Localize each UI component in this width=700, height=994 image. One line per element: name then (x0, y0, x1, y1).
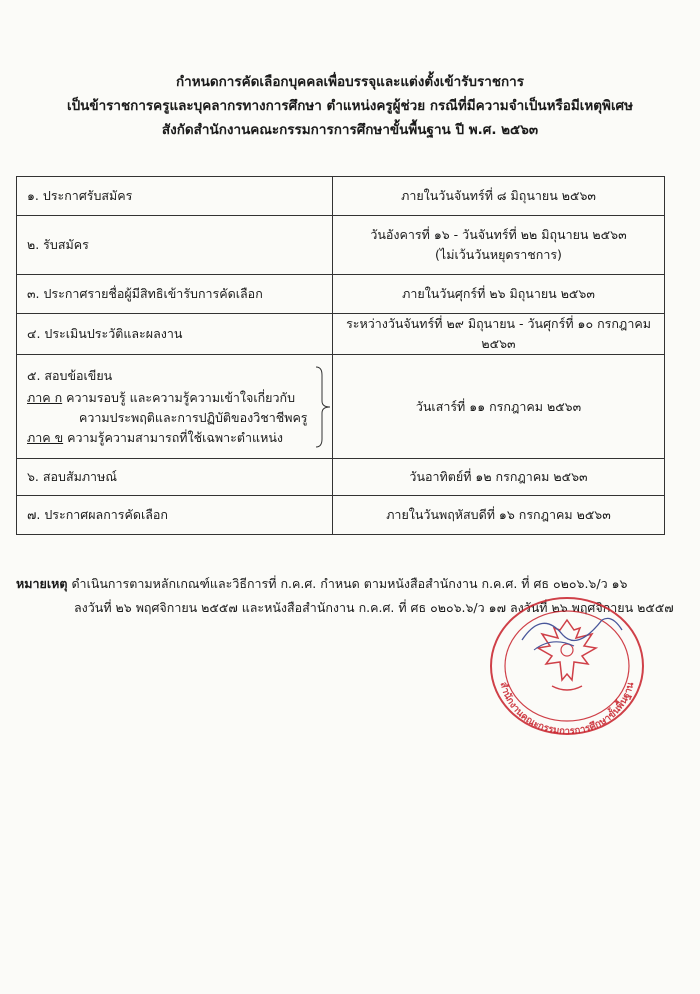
schedule-table (16, 176, 665, 535)
date-cell: ภายในวันศุกร์ที่ ๒๖ มิถุนายน ๒๕๖๓ (333, 275, 665, 314)
svg-text:สำนักงานคณะกรรมการการศึกษาขั้น (498, 681, 637, 737)
table-row (17, 177, 665, 216)
remark-label: หมายเหตุ (16, 576, 68, 591)
table-row (17, 355, 665, 459)
seal-text: สำนักงานคณะกรรมการการศึกษาขั้นพื้นฐาน (497, 680, 637, 738)
step-cell (17, 355, 333, 459)
date-cell: วันเสาร์ที่ ๑๑ กรกฎาคม ๒๕๖๓ (333, 355, 665, 459)
document-title (20, 70, 680, 142)
part-a-label: ภาค ก (27, 389, 63, 405)
step-cell: ๓. ประกาศรายชื่อผู้มีสิทธิเข้ารับการคัดเลือก (17, 275, 333, 314)
title-line-2: เป็นข้าราชการครูและบุคลากรทางการศึกษา ตำแหน่งครูผู้ช่วย กรณีที่มีความจำเป็นหรือมีเหตุพิเศษ (66, 98, 634, 114)
step-cell: ๖. สอบสัมภาษณ์ (17, 459, 333, 496)
official-seal-icon (482, 590, 652, 738)
date-text: วันอังคารที่ ๑๖ - วันจันทร์ที่ ๒๒ มิถุนายน ๒๕๖๓ (370, 227, 627, 242)
table-row (17, 275, 665, 314)
part-a-line (27, 388, 322, 408)
step-cell: ๑. ประกาศรับสมัคร (17, 177, 333, 216)
step-cell: ๒. รับสมัคร (17, 216, 333, 275)
part-b-text: ความรู้ความสามารถที่ใช้เฉพาะตำแหน่ง (67, 429, 283, 445)
part-b-label: ภาค ข (27, 429, 64, 445)
step-cell: ๔. ประเมินประวัติและผลงาน (17, 314, 333, 355)
part-a-line-2: ความประพฤติและการปฏิบัติของวิชาชีพครู (79, 409, 308, 425)
part-a-text: ความรอบรู้ และความรู้ความเข้าใจเกี่ยวกับ (66, 389, 296, 405)
table-row (17, 496, 665, 535)
remark-line-2: ลงวันที่ ๒๖ พฤศจิกายน ๒๕๕๗ และหนังสือสำนักงาน ก.ค.ศ. ที่ ศธ ๐๒๐๖.๖/ว ๑๗ ลงวันที่ ๒๖ พฤศจิกายน ๒๕๕๗ (74, 600, 674, 615)
remark-text-1: ดำเนินการตามหลักเกณฑ์และวิธีการที่ ก.ค.ศ. กำหนด ตามหนังสือสำนักงาน ก.ค.ศ. ที่ ศธ ๐๒๐๖.๖/ว ๑๖ (71, 576, 628, 591)
brace-icon (314, 365, 334, 449)
part-b-line (27, 428, 322, 448)
date-cell: ภายในวันพฤหัสบดีที่ ๑๖ กรกฎาคม ๒๕๖๓ (333, 496, 665, 535)
date-cell: ภายในวันจันทร์ที่ ๘ มิถุนายน ๒๕๖๓ (333, 177, 665, 216)
date-cell: วันอาทิตย์ที่ ๑๒ กรกฎาคม ๒๕๖๓ (333, 459, 665, 496)
table-row (17, 314, 665, 355)
table-row (17, 459, 665, 496)
date-note: (ไม่เว้นวันหยุดราชการ) (435, 247, 562, 262)
date-cell (333, 216, 665, 275)
title-line-3: สังกัดสำนักงานคณะกรรมการการศึกษาขั้นพื้นฐาน ปี พ.ศ. ๒๕๖๓ (161, 122, 539, 138)
date-cell: ระหว่างวันจันทร์ที่ ๒๙ มิถุนายน - วันศุกร์ที่ ๑๐ กรกฎาคม ๒๕๖๓ (333, 314, 665, 355)
exam-heading: ๕. สอบข้อเขียน (27, 367, 113, 383)
title-line-1: กำหนดการคัดเลือกบุคคลเพื่อบรรจุและแต่งตั้งเข้ารับราชการ (175, 74, 524, 90)
table-row (17, 216, 665, 275)
step-cell: ๗. ประกาศผลการคัดเลือก (17, 496, 333, 535)
